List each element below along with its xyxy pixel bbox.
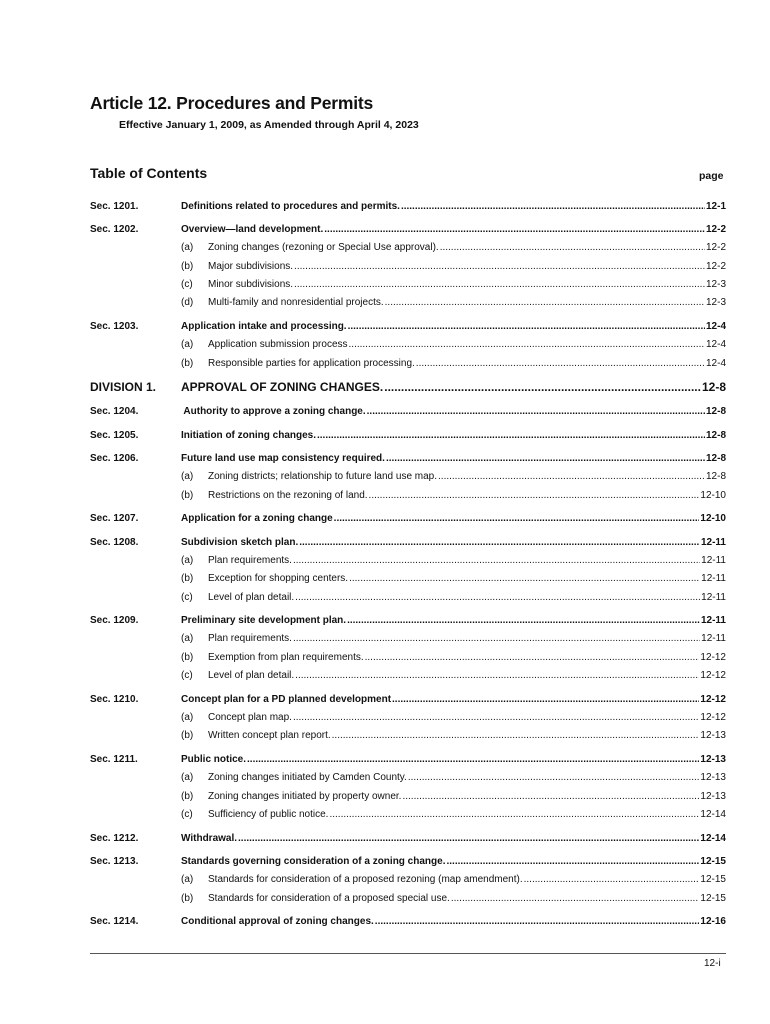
effective-date-subtitle: Effective January 1, 2009, as Amended through April 4, 2023 xyxy=(119,119,419,131)
toc-entry xyxy=(181,295,726,311)
toc-page-number: 12-11 xyxy=(701,573,726,584)
toc-dot-leader xyxy=(294,259,705,275)
toc-entry xyxy=(181,854,726,870)
toc-page-number: 12-14 xyxy=(700,809,726,820)
toc-entry xyxy=(181,535,726,551)
toc-subsection-row[interactable] xyxy=(0,259,770,275)
toc-section-row[interactable] xyxy=(0,404,770,420)
toc-page-number: 12-4 xyxy=(705,339,726,350)
toc-entry-title: Plan requirements. xyxy=(208,633,292,644)
toc-entry xyxy=(181,319,726,335)
toc-subsection-row[interactable] xyxy=(0,710,770,726)
toc-page-number: 12-2 xyxy=(705,242,726,253)
toc-entry-title: Exemption from plan requirements. xyxy=(208,652,364,663)
toc-subsection-row[interactable] xyxy=(0,469,770,485)
toc-subsection-letter: (a) xyxy=(181,712,194,723)
toc-subsection-row[interactable] xyxy=(0,770,770,786)
toc-page-number: 12-12 xyxy=(700,694,726,705)
toc-subsection-row[interactable] xyxy=(0,295,770,311)
toc-page-number: 12-11 xyxy=(701,555,726,566)
toc-subsection-letter: (a) xyxy=(181,339,194,350)
toc-dot-leader xyxy=(295,590,700,606)
toc-entry-title: Written concept plan report. xyxy=(208,730,331,741)
toc-subsection-letter: (a) xyxy=(181,874,194,885)
toc-section-number: Sec. 1208. xyxy=(90,537,139,548)
toc-entry xyxy=(181,428,726,444)
toc-entry xyxy=(181,571,726,587)
toc-section-number: Sec. 1210. xyxy=(90,694,139,705)
toc-entry xyxy=(181,277,726,293)
toc-dot-leader xyxy=(317,428,705,444)
toc-page-number: 12-13 xyxy=(700,791,726,802)
toc-dot-leader xyxy=(369,488,700,504)
toc-subsection-row[interactable] xyxy=(0,891,770,907)
toc-dot-leader xyxy=(349,571,700,587)
toc-section-number: DIVISION 1. xyxy=(90,380,157,394)
toc-entry-title: Concept plan for a PD planned development xyxy=(181,694,392,705)
toc-entry-title: Major subdivisions. xyxy=(208,261,294,272)
toc-section-number: Sec. 1203. xyxy=(90,321,139,332)
toc-dot-leader xyxy=(299,535,700,551)
toc-section-row[interactable] xyxy=(0,222,770,238)
toc-dot-leader xyxy=(451,891,700,907)
toc-entry xyxy=(181,807,726,823)
toc-entry xyxy=(181,831,726,847)
toc-subsection-row[interactable] xyxy=(0,571,770,587)
toc-page-number: 12-11 xyxy=(701,592,726,603)
toc-dot-leader xyxy=(392,692,699,708)
toc-subsection-letter: (c) xyxy=(181,809,193,820)
toc-entry xyxy=(181,378,726,396)
toc-section-number: Sec. 1205. xyxy=(90,430,139,441)
toc-entry xyxy=(181,710,726,726)
toc-page-number: 12-8 xyxy=(705,430,726,441)
toc-entry-title: Withdrawal. xyxy=(181,833,238,844)
toc-entry xyxy=(181,337,726,353)
toc-subsection-letter: (b) xyxy=(181,791,194,802)
toc-entry xyxy=(181,488,726,504)
toc-entry-title: Minor subdivisions. xyxy=(208,279,294,290)
toc-entry xyxy=(181,553,726,569)
toc-subsection-letter: (b) xyxy=(181,652,194,663)
toc-dot-leader xyxy=(348,319,705,335)
toc-entry xyxy=(181,469,726,485)
toc-dot-leader xyxy=(402,789,699,805)
toc-entry xyxy=(181,259,726,275)
toc-dot-leader xyxy=(294,277,705,293)
toc-section-row[interactable] xyxy=(0,854,770,870)
toc-entry-title: Standards for consideration of a proposed rezoning (map amendment). xyxy=(208,874,523,885)
toc-entry xyxy=(181,752,726,768)
toc-subsection-row[interactable] xyxy=(0,872,770,888)
footer-page-number: 12-i xyxy=(704,958,721,969)
toc-entry-title: Zoning districts; relationship to future land use map. xyxy=(208,471,438,482)
toc-entry-title: Future land use map consistency required. xyxy=(181,453,385,464)
toc-entry-title: Application intake and processing. xyxy=(181,321,347,332)
toc-entry-title: Conditional approval of zoning changes. xyxy=(181,916,374,927)
toc-section-number: Sec. 1204. xyxy=(90,406,139,417)
toc-subsection-letter: (b) xyxy=(181,893,194,904)
toc-entry-title: Subdivision sketch plan. xyxy=(181,537,299,548)
article-title: Article 12. Procedures and Permits xyxy=(90,93,374,113)
toc-subsection-letter: (a) xyxy=(181,772,194,783)
toc-entry-title: Zoning changes initiated by Camden County. xyxy=(208,772,407,783)
toc-entry-title: Standards for consideration of a proposed special use. xyxy=(208,893,450,904)
toc-dot-leader xyxy=(293,710,699,726)
toc-dot-leader xyxy=(384,378,701,396)
toc-entry-title: Sufficiency of public notice. xyxy=(208,809,329,820)
toc-page-number: 12-4 xyxy=(705,321,726,332)
toc-subsection-letter: (a) xyxy=(181,555,194,566)
toc-entry-title: Zoning changes (rezoning or Special Use approval). xyxy=(208,242,439,253)
toc-subsection-row[interactable] xyxy=(0,553,770,569)
toc-entry xyxy=(181,872,726,888)
toc-page-number: 12-15 xyxy=(700,893,726,904)
toc-subsection-row[interactable] xyxy=(0,631,770,647)
toc-page-number: 12-14 xyxy=(700,833,726,844)
toc-page-number: 12-10 xyxy=(700,513,726,524)
toc-section-number: Sec. 1212. xyxy=(90,833,139,844)
toc-entry xyxy=(181,891,726,907)
toc-page-number: 12-8 xyxy=(701,380,726,394)
toc-entry xyxy=(181,692,726,708)
toc-dot-leader xyxy=(446,854,699,870)
toc-dot-leader xyxy=(524,872,700,888)
toc-section-number: Sec. 1207. xyxy=(90,513,139,524)
toc-entry xyxy=(181,789,726,805)
toc-page-column-label: page xyxy=(699,170,724,182)
toc-section-number: Sec. 1211. xyxy=(90,754,138,765)
toc-dot-leader xyxy=(295,668,699,684)
toc-section-row[interactable] xyxy=(0,451,770,467)
toc-section-row[interactable] xyxy=(0,831,770,847)
toc-subsection-letter: (c) xyxy=(181,279,193,290)
toc-page-number: 12-12 xyxy=(700,712,726,723)
toc-subsection-row[interactable] xyxy=(0,240,770,256)
toc-subsection-row[interactable] xyxy=(0,337,770,353)
toc-entry xyxy=(181,728,726,744)
toc-entry-title: Preliminary site development plan. xyxy=(181,615,347,626)
toc-page-number: 12-16 xyxy=(700,916,726,927)
toc-subsection-letter: (c) xyxy=(181,670,193,681)
toc-section-number: Sec. 1214. xyxy=(90,916,139,927)
toc-page-number: 12-15 xyxy=(700,874,726,885)
toc-section-row[interactable] xyxy=(0,319,770,335)
toc-page-number: 12-11 xyxy=(701,633,726,644)
toc-dot-leader xyxy=(293,553,700,569)
toc-entry xyxy=(181,770,726,786)
toc-page-number: 12-13 xyxy=(700,772,726,783)
toc-dot-leader xyxy=(334,511,700,527)
toc-dot-leader xyxy=(332,728,700,744)
toc-page-number: 12-12 xyxy=(700,652,726,663)
toc-dot-leader xyxy=(247,752,699,768)
toc-entry-title: Plan requirements. xyxy=(208,555,292,566)
toc-dot-leader xyxy=(438,469,705,485)
toc-entry-title: APPROVAL OF ZONING CHANGES. xyxy=(181,380,384,394)
toc-dot-leader xyxy=(416,356,705,372)
toc-page-number: 12-3 xyxy=(705,297,726,308)
toc-page-number: 12-10 xyxy=(700,490,726,501)
toc-entry xyxy=(181,613,726,629)
toc-entry-title: Application submission process xyxy=(208,339,348,350)
toc-subsection-row[interactable] xyxy=(0,488,770,504)
toc-section-row[interactable] xyxy=(0,535,770,551)
footer-divider xyxy=(90,953,726,954)
toc-dot-leader xyxy=(386,451,705,467)
toc-entry-title: Definitions related to procedures and permits. xyxy=(181,201,400,212)
toc-page-number: 12-15 xyxy=(700,856,726,867)
toc-entry-title: Exception for shopping centers. xyxy=(208,573,349,584)
toc-section-row[interactable] xyxy=(0,692,770,708)
toc-entry-title: Application for a zoning change xyxy=(181,513,333,524)
toc-entry xyxy=(181,914,726,930)
toc-subsection-letter: (b) xyxy=(181,730,194,741)
toc-entry-title: Multi-family and nonresidential projects. xyxy=(208,297,384,308)
toc-dot-leader xyxy=(329,807,699,823)
toc-entry-title: Authority to approve a zoning change. xyxy=(181,406,366,417)
toc-section-row[interactable] xyxy=(0,613,770,629)
toc-entry-title: Standards governing consideration of a zoning change. xyxy=(181,856,446,867)
toc-dot-leader xyxy=(238,831,699,847)
toc-subsection-letter: (b) xyxy=(181,358,194,369)
toc-section-number: Sec. 1209. xyxy=(90,615,139,626)
toc-subsection-row[interactable] xyxy=(0,789,770,805)
toc-subsection-row[interactable] xyxy=(0,807,770,823)
toc-dot-leader xyxy=(347,613,700,629)
toc-entry xyxy=(181,404,726,420)
toc-page-number: 12-13 xyxy=(700,754,726,765)
toc-entry xyxy=(181,590,726,606)
toc-subsection-letter: (b) xyxy=(181,573,194,584)
toc-page-number: 12-3 xyxy=(705,279,726,290)
toc-dot-leader xyxy=(440,240,705,256)
toc-entry-title: Initiation of zoning changes. xyxy=(181,430,316,441)
toc-subsection-letter: (c) xyxy=(181,592,193,603)
toc-subsection-row[interactable] xyxy=(0,728,770,744)
toc-page-number: 12-8 xyxy=(705,406,726,417)
toc-section-number: Sec. 1202. xyxy=(90,224,139,235)
toc-section-row[interactable] xyxy=(0,511,770,527)
toc-subsection-row[interactable] xyxy=(0,668,770,684)
toc-subsection-letter: (b) xyxy=(181,261,194,272)
toc-page-number: 12-11 xyxy=(700,537,726,548)
toc-entry-title: Restrictions on the rezoning of land. xyxy=(208,490,368,501)
toc-entry-title: Concept plan map. xyxy=(208,712,292,723)
toc-subsection-row[interactable] xyxy=(0,356,770,372)
toc-section-number: Sec. 1201. xyxy=(90,201,139,212)
toc-entry-title: Overview—land development. xyxy=(181,224,324,235)
toc-dot-leader xyxy=(401,199,705,215)
toc-entry xyxy=(181,356,726,372)
toc-entry xyxy=(181,668,726,684)
toc-page-number: 12-1 xyxy=(705,201,726,212)
toc-dot-leader xyxy=(293,631,700,647)
toc-page-number: 12-2 xyxy=(705,261,726,272)
toc-dot-leader xyxy=(367,404,705,420)
toc-subsection-letter: (a) xyxy=(181,471,194,482)
toc-dot-leader xyxy=(349,337,705,353)
toc-page-number: 12-4 xyxy=(705,358,726,369)
toc-page-number: 12-11 xyxy=(700,615,726,626)
toc-page-number: 12-8 xyxy=(705,471,726,482)
toc-dot-leader xyxy=(385,295,705,311)
toc-page-number: 12-12 xyxy=(700,670,726,681)
toc-subsection-letter: (a) xyxy=(181,633,194,644)
toc-section-number: Sec. 1206. xyxy=(90,453,139,464)
toc-section-row[interactable] xyxy=(0,378,770,396)
toc-subsection-letter: (a) xyxy=(181,242,194,253)
toc-subsection-row[interactable] xyxy=(0,277,770,293)
toc-page-number: 12-8 xyxy=(705,453,726,464)
toc-dot-leader xyxy=(375,914,700,930)
toc-page-number: 12-2 xyxy=(705,224,726,235)
toc-entry-title: Level of plan detail. xyxy=(208,592,295,603)
toc-section-row[interactable] xyxy=(0,752,770,768)
toc-entry-title: Public notice. xyxy=(181,754,247,765)
toc-entry xyxy=(181,240,726,256)
toc-subsection-row[interactable] xyxy=(0,590,770,606)
toc-entry xyxy=(181,199,726,215)
toc-entry xyxy=(181,451,726,467)
toc-entry xyxy=(181,511,726,527)
toc-section-row[interactable] xyxy=(0,428,770,444)
toc-heading: Table of Contents xyxy=(90,165,208,181)
toc-entry xyxy=(181,222,726,238)
toc-subsection-letter: (d) xyxy=(181,297,194,308)
toc-section-row[interactable] xyxy=(0,914,770,930)
toc-dot-leader xyxy=(408,770,700,786)
toc-entry xyxy=(181,650,726,666)
toc-subsection-row[interactable] xyxy=(0,650,770,666)
toc-entry-title: Zoning changes initiated by property owner. xyxy=(208,791,402,802)
toc-entry xyxy=(181,631,726,647)
toc-entry-title: Responsible parties for application processing. xyxy=(208,358,415,369)
toc-section-row[interactable] xyxy=(0,199,770,215)
toc-entry-title: Level of plan detail. xyxy=(208,670,295,681)
toc-page-number: 12-13 xyxy=(700,730,726,741)
toc-dot-leader xyxy=(365,650,700,666)
toc-subsection-letter: (b) xyxy=(181,490,194,501)
toc-section-number: Sec. 1213. xyxy=(90,856,139,867)
toc-dot-leader xyxy=(324,222,705,238)
